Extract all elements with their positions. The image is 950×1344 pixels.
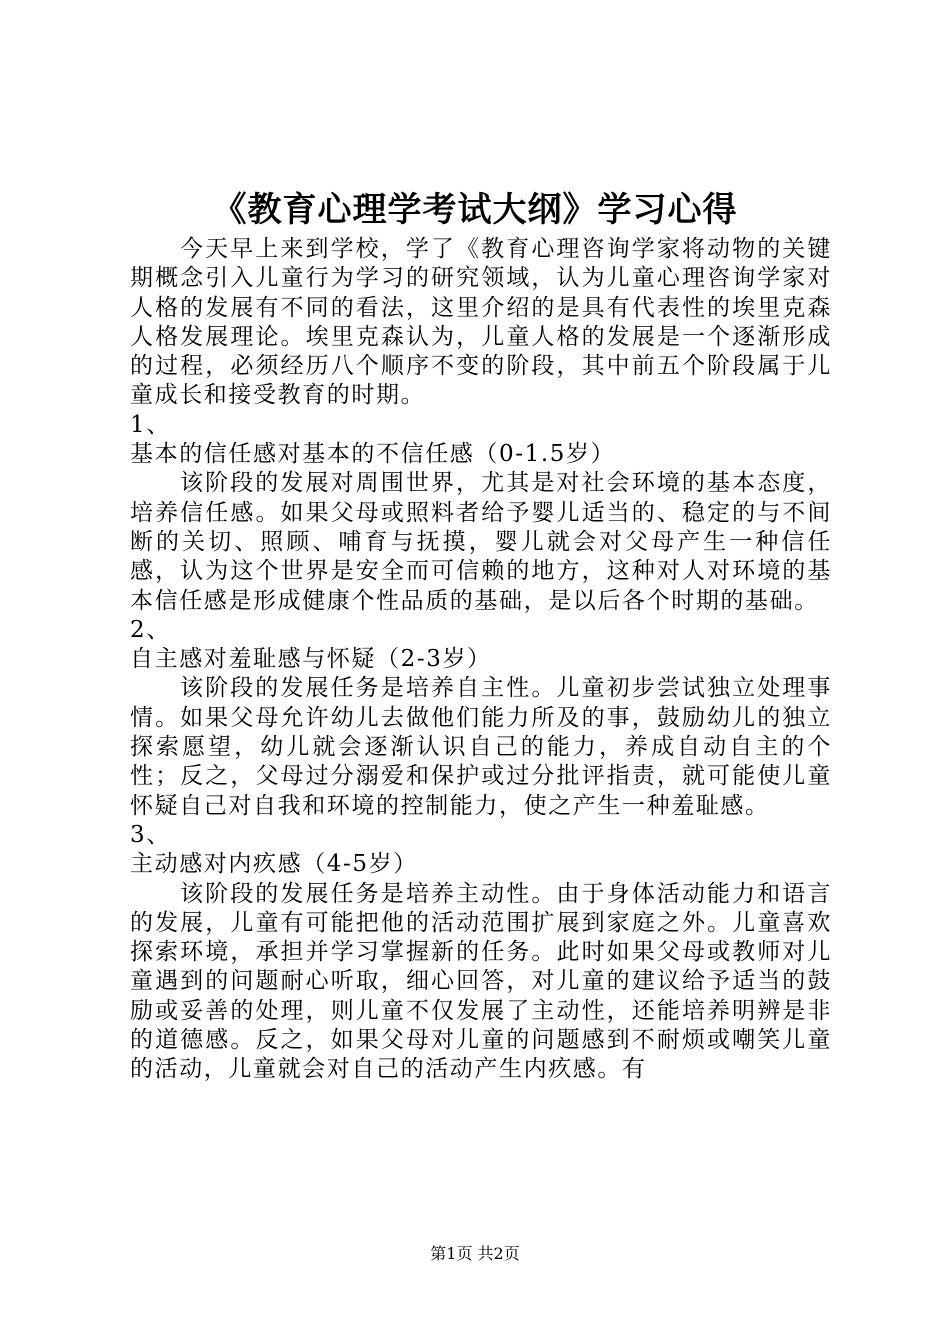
intro-paragraph: 今天早上来到学校，学了《教育心理咨询学家将动物的关键期概念引入儿童行为学习的研究领域，认为儿童心理咨询学家对人格的发展有不同的看法，这里介绍的是具有代表性的埃里克森人格发展理论。埃里克森认为，儿童人格的发展是一个逐渐形成的过程，必须经历八个顺序不变的阶段，其中前五个阶段属于儿童成长和接受教育的时期。 <box>130 236 832 409</box>
section-3-number: 3、 <box>130 821 171 848</box>
section-1-number: 1、 <box>130 411 171 438</box>
section-1-heading: 基本的信任感对基本的不信任感（0-1.5岁） <box>130 441 616 468</box>
document-title: 《教育心理学考试大纲》学习心得 <box>212 190 738 230</box>
section-3-heading: 主动感对内疚感（4-5岁） <box>130 851 418 878</box>
section-3-body: 该阶段的发展任务是培养主动性。由于身体活动能力和语言的发展，儿童有可能把他的活动范围扩展到家庭之外。儿童喜欢探索环境，承担并学习掌握新的任务。此时如果父母或教师对儿童遇到的问题耐心听取，细心回答，对儿童的建议给予适当的鼓励或妥善的处理，则儿童不仅发展了主动性，还能培养明辨是非的道德感。反之，如果父母对儿童的问题感到不耐烦或嘲笑儿童的活动，儿童就会对自己的活动产生内疚感。有 <box>130 880 832 1083</box>
section-2-body: 该阶段的发展任务是培养自主性。儿童初步尝试独立处理事情。如果父母允许幼儿去做他们能力所及的事，鼓励幼儿的独立探索愿望，幼儿就会逐渐认识自己的能力，养成自动自主的个性；反之，父母过分溺爱和保护或过分批评指责，就可能使儿童怀疑自己对自我和环境的控制能力，使之产生一种羞耻感。 <box>130 675 832 819</box>
section-1-body: 该阶段的发展对周围世界，尤其是对社会环境的基本态度，培养信任感。如果父母或照料者给予婴儿适当的、稳定的与不间断的关切、照顾、哺育与抚摸，婴儿就会对父母产生一种信任感，认为这个世界是安全而可信赖的地方，这种对人对环境的基本信任感是形成健康个性品质的基础，是以后各个时期的基础。 <box>130 470 832 614</box>
section-2-heading: 自主感对羞耻感与怀疑（2-3岁） <box>130 646 492 673</box>
page-footer: 第1页 共2页 <box>430 1244 520 1263</box>
document-body <box>130 235 832 1085</box>
section-2-number: 2、 <box>130 616 171 643</box>
